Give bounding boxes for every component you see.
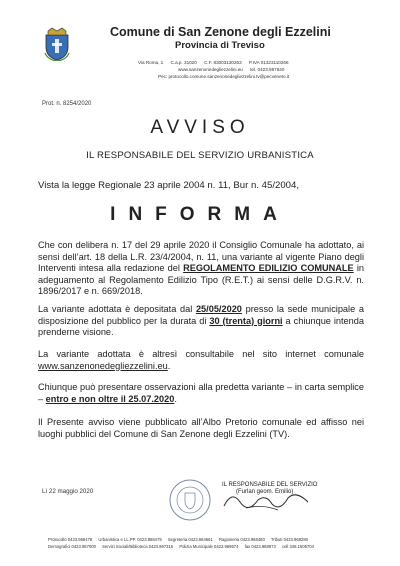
municipal-crest-icon: [44, 27, 70, 61]
p2-text-c: presso la sede municipale a disposizione del pubblico per la durata di: [38, 304, 364, 326]
footer-urbanistica: Urbanistica e LL.PP. 0423.968479: [98, 537, 162, 542]
signature-name: (Furlan geom. Emilio): [236, 489, 294, 495]
p3-text-a: La variante adottata è altresì consultabile nel sito internet comunale: [38, 349, 364, 359]
p3-text-c: .: [167, 360, 171, 371]
footer-contacts-line-1: [48, 537, 313, 542]
signature-role: IL RESPONSABILE DEL SERVIZIO: [222, 482, 318, 488]
legal-reference: Vista la legge Regionale 23 aprile 2004 n. 11, Bur n. 45/2004,: [38, 180, 299, 191]
informa-heading: INFORMA: [110, 204, 290, 225]
deposit-duration: 30 (trenta) giorni: [209, 315, 283, 326]
p4-text-c: .: [174, 393, 177, 404]
document-date: Lì 22 maggio 2020: [42, 488, 94, 495]
paragraph-website: [38, 349, 364, 372]
handwritten-signature-icon: [218, 486, 318, 516]
p1-text-c: in adeguamento al Regolamento Edilizio Tipo (R.E.T.) ai sensi delle D.G.R.V. n. 1896/2017 e n. 669/2018.: [38, 263, 364, 297]
address-street: Via Roma, 1: [138, 60, 164, 65]
footer-contacts-line-2: [48, 544, 319, 549]
footer-segreteria: Segreteria 0423.964661: [167, 537, 213, 542]
address-cap: C.a.p. 31020: [170, 60, 197, 65]
regolamento-highlight: REGOLAMENTO EDILIZIO COMUNALE: [183, 263, 354, 274]
deposit-date: 25/05/2020: [195, 304, 242, 314]
responsible-heading: IL RESPONSABILE DEL SERVIZIO URBANISTICA: [86, 150, 314, 161]
address-line-2: [178, 67, 290, 73]
footer-tributi: Tributi 0423.968280: [270, 537, 309, 542]
pec-email[interactable]: Pec: protocollo.comune.sanzenonedegliezzelini.tv@pecveneto.it: [158, 74, 290, 79]
footer-cell: cell 348.1506704: [282, 544, 314, 549]
footer-servizi-sociali: Servizi Sociali/Biblioteca 0423.967315: [102, 544, 174, 549]
official-stamp-icon: [168, 478, 212, 522]
paragraph-publication: Il Presente avviso viene pubblicato all’Albo Pretorio comunale ed affisso nei luoghi pubblici del Comune di San Zenone degli Ezzelini (TV).: [38, 417, 364, 439]
phone-number: tel. 0423.967840: [250, 67, 285, 72]
footer-polizia: Polizia Municipale 0423.969674: [179, 544, 239, 549]
footer-fax: fax 0423.968673: [244, 544, 276, 549]
observation-deadline: entro e non oltre il 25.07.2020: [45, 393, 175, 404]
p2-text-a: La variante adottata è depositata dal: [38, 304, 196, 314]
address-piva: P.IVA 01323110266: [248, 60, 289, 65]
municipality-title: Comune di San Zenone degli Ezzelini: [110, 25, 331, 39]
paragraph-observations: [38, 382, 364, 405]
p2-text-e: a chiunque intenda prenderne visione.: [38, 315, 364, 338]
footer-demografici: Demografici 0423.967000: [48, 544, 96, 549]
paragraph-deliberation: [38, 240, 364, 298]
address-line-3: [158, 74, 295, 80]
address-line-1: [138, 60, 295, 66]
website-link-body[interactable]: www.sanzenonedegliezzelini.eu: [38, 360, 168, 371]
footer-protocollo: Protocollo 0423.968478: [48, 537, 93, 542]
notice-title: AVVISO: [150, 117, 250, 138]
address-cf: C.F. 83003130263: [204, 60, 242, 65]
footer-ragioneria: Ragioneria 0423.968460: [218, 537, 265, 542]
province-subtitle: Provincia di Treviso: [175, 40, 265, 51]
paragraph-deposit: [38, 304, 364, 339]
p1-text-a: Che con delibera n. 17 del 29 aprile 2020 il Consiglio Comunale ha adottato, ai sensi dell’art. 18 della L.R. 23/4/2004, n. 11, una variante al vigente Piano degli Interventi intesa alla redazione del: [38, 240, 364, 274]
website-link[interactable]: www.sanzenonedegliezzelini.eu: [178, 67, 243, 72]
protocol-number: Prot. n. 8254/2020: [42, 101, 92, 107]
p4-text-a: Chiunque può presentare osservazioni alla predetta variante – in carta semplice –: [38, 382, 364, 404]
